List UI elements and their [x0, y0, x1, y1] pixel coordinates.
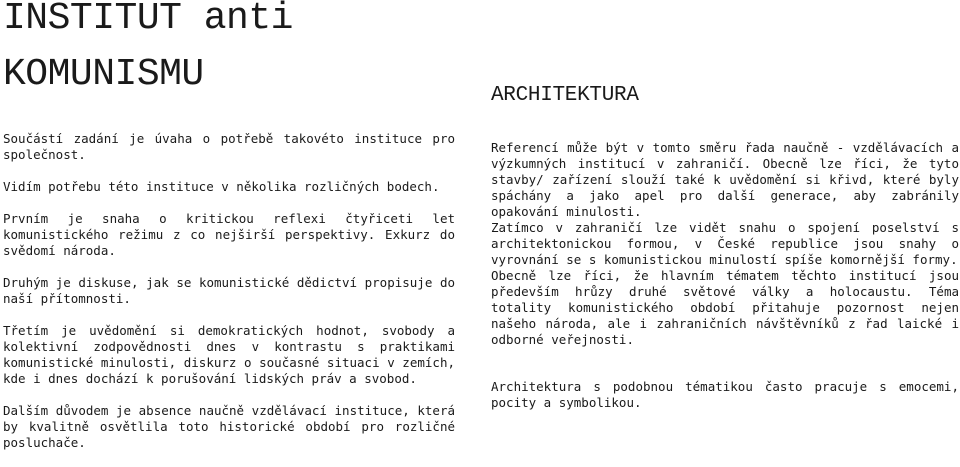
page-title [3, 0, 455, 94]
left-paragraph-3: Prvním je snaha o kritickou reflexi čtyřiceti let komunistického režimu z co nejširší perspektivy. Exkurz do svědomí národa. [3, 211, 455, 258]
left-column [3, 0, 455, 450]
left-paragraph-1: Součástí zadání je úvaha o potřebě takovéto instituce pro společnost. [3, 131, 455, 162]
right-paragraph-3: Obecně lze říci, že hlavním tématem těchto institucí jsou především hrůzy druhé světové války a holocaustu. Téma totality komunistického období přitahuje pozornost nejen našeho národa, ale i zahraničních návštěvníků z řad laické i odborné veřejnosti. [491, 268, 959, 347]
right-paragraph-2: Zatímco v zahraničí lze vidět snahu o spojení poselství s architektonickou formou, v České republice jsou snahy o vyrovnání se s komunistickou minulostí spíše komornější formy. [491, 220, 959, 267]
left-body [3, 131, 455, 467]
right-paragraph-1: Referencí může být v tomto směru řada naučně - vzdělávacích a výzkumných institucí v zahraničí. Obecně lze říci, že tyto stavby/ zařízení slouží také k uvědomění si křivd, které byly spáchány a jako apel pro další generace, aby zabránily opakování minulosti. [491, 140, 959, 219]
left-paragraph-5: Třetím je uvědomění si demokratických hodnot, svobody a kolektivní zodpovědnosti dnes v kontrastu s praktikami komunistické minulosti, diskurz o současné situaci v zemích, kde i dnes dochází k porušování lidských práv a svobod. [3, 323, 455, 386]
right-body [491, 140, 959, 411]
left-paragraph-2: Vidím potřebu této instituce v několika rozličných bodech. [3, 179, 440, 194]
right-paragraph-4: Architektura s podobnou tématikou často pracuje s emocemi, pocity a symbolikou. [491, 379, 959, 410]
title-line-2: KOMUNISMU [3, 53, 204, 96]
title-line-1: INSTITUT anti [3, 0, 293, 40]
section-heading: ARCHITEKTURA [491, 84, 639, 107]
left-paragraph-6: Dalším důvodem je absence naučně vzdělávací instituce, která by kvalitně osvětlila toto historické období pro rozličné posluchače. [3, 403, 455, 450]
left-paragraph-4: Druhým je diskuse, jak se komunistické dědictví propisuje do naší přítomnosti. [3, 275, 455, 306]
